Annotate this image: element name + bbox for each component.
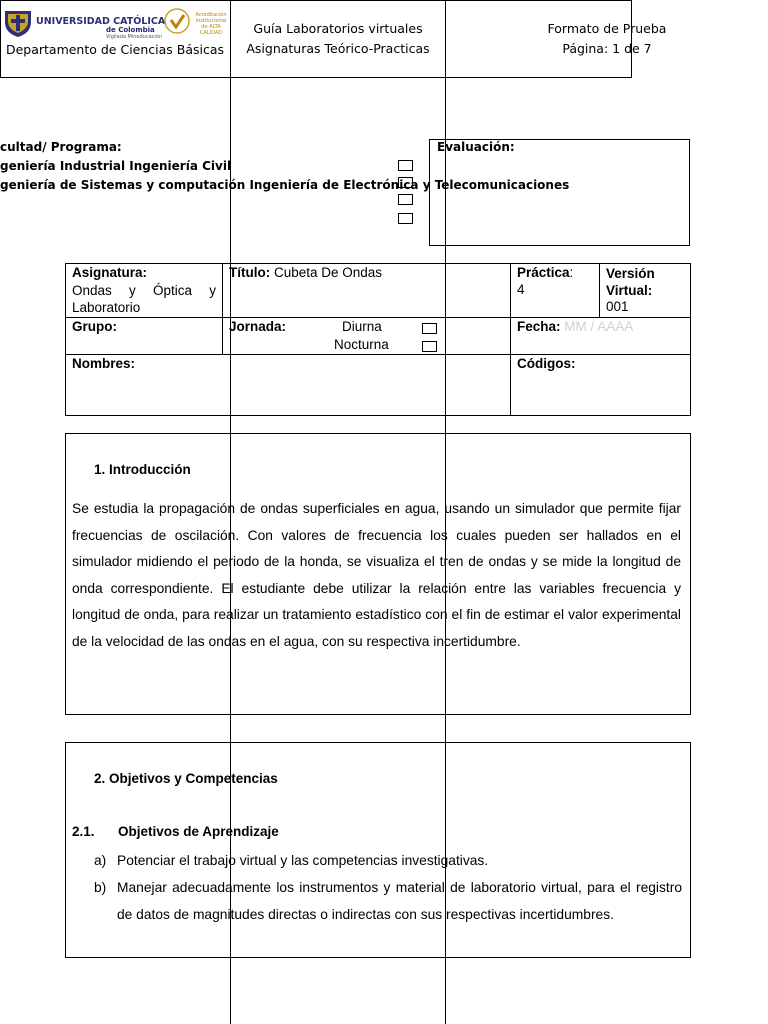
shift-night-checkbox[interactable]: [422, 341, 437, 352]
practice-field: [517, 265, 573, 280]
course-info-table: [65, 263, 691, 416]
objective-a-marker: a): [94, 853, 107, 868]
date-placeholder: MM / AAAA: [560, 319, 634, 334]
guide-subtitle: Asignaturas Teórico-Practicas: [246, 41, 430, 56]
faculty-programs-line2: geniería de Sistemas y computación Ingeniería de Electrónica y Telecomunicaciones: [0, 178, 570, 192]
title-value: Cubeta De Ondas: [270, 265, 383, 280]
evaluation-box: [429, 139, 690, 246]
guide-title: Guía Laboratorios virtuales: [253, 21, 423, 36]
objectives-heading: 2. Objetivos y Competencias: [94, 771, 278, 786]
program-checkbox-3[interactable]: [398, 194, 413, 205]
program-checkbox-1[interactable]: [398, 160, 413, 171]
learning-objectives-heading: Objetivos de Aprendizaje: [118, 824, 279, 839]
date-label: Fecha:: [517, 319, 561, 334]
format-label: Formato de Prueba: [547, 21, 667, 36]
objectives-section: [65, 742, 691, 958]
codes-label: Códigos:: [517, 356, 576, 371]
logo-accreditation: Acreditación Institucional de ALTA CALIDAD: [195, 12, 227, 36]
title-label: Título:: [229, 265, 271, 280]
subsection-number: 2.1.: [72, 824, 95, 839]
names-label: Nombres:: [72, 356, 136, 371]
university-shield-icon: [2, 8, 34, 38]
logo-subtitle: de Colombia: [106, 26, 155, 34]
group-label: Grupo:: [72, 319, 117, 334]
shift-day-label: Diurna: [342, 319, 382, 334]
objective-b-text: Manejar adecuadamente los instrumentos y material de laboratorio virtual, para el registro de datos de magnitudes directas o indirectas con sus respectivas incertidumbres.: [117, 880, 682, 922]
introduction-section: [65, 433, 691, 715]
program-checkbox-2[interactable]: [398, 177, 413, 188]
faculty-label: cultad/ Programa:: [0, 140, 122, 154]
version-value: 001: [606, 299, 629, 314]
introduction-body: Se estudia la propagación de ondas superficiales en agua, usando un simulador que permite fijar frecuencias de oscilación. Con valores de frecuencia los cuales pueden ser hallados en el simulador midiendo el periodo de la honda, se visualiza el tren de ondas y se mide la longitud de onda correspondiente. El estudiante debe utilizar la relación entre las variables frecuencia y longitud de onda, para realizar un tratamiento estadístico con el fin de estimar el valor experimental de la velocidad de las ondas en el agua, con su respectiva incertidumbre.: [72, 501, 681, 649]
document-header: [0, 0, 667, 78]
subject-label: Asignatura:: [72, 265, 148, 280]
shift-label: Jornada:: [229, 319, 287, 334]
objective-a-text: Potenciar el trabajo virtual y las competencias investigativas.: [117, 853, 489, 868]
version-label: Versión Virtual:: [606, 266, 655, 298]
practice-value: 4: [517, 282, 525, 297]
accreditation-seal-icon: [164, 8, 190, 34]
date-field[interactable]: [517, 319, 633, 334]
introduction-heading: 1. Introducción: [94, 462, 191, 477]
program-checkbox-4[interactable]: [398, 213, 413, 224]
objective-b-marker: b): [94, 880, 107, 895]
subject-value: Ondas y Óptica y Laboratorio: [72, 283, 216, 315]
university-logo: [2, 4, 230, 38]
practice-sep: :: [569, 265, 574, 280]
faculty-programs-line1: geniería Industrial Ingeniería Civil: [0, 159, 232, 173]
evaluation-label: Evaluación:: [437, 140, 515, 154]
title-field: [229, 265, 382, 280]
page-number: Página: 1 de 7: [562, 41, 652, 56]
logo-vigilada: Vigilada Mineducación: [106, 34, 163, 40]
logo-university-name: UNIVERSIDAD CATÓLICA: [36, 16, 166, 27]
practice-label: Práctica: [517, 265, 570, 280]
shift-night-label: Nocturna: [334, 337, 389, 352]
shift-day-checkbox[interactable]: [422, 323, 437, 334]
department-name: Departamento de Ciencias Básicas: [5, 42, 225, 57]
